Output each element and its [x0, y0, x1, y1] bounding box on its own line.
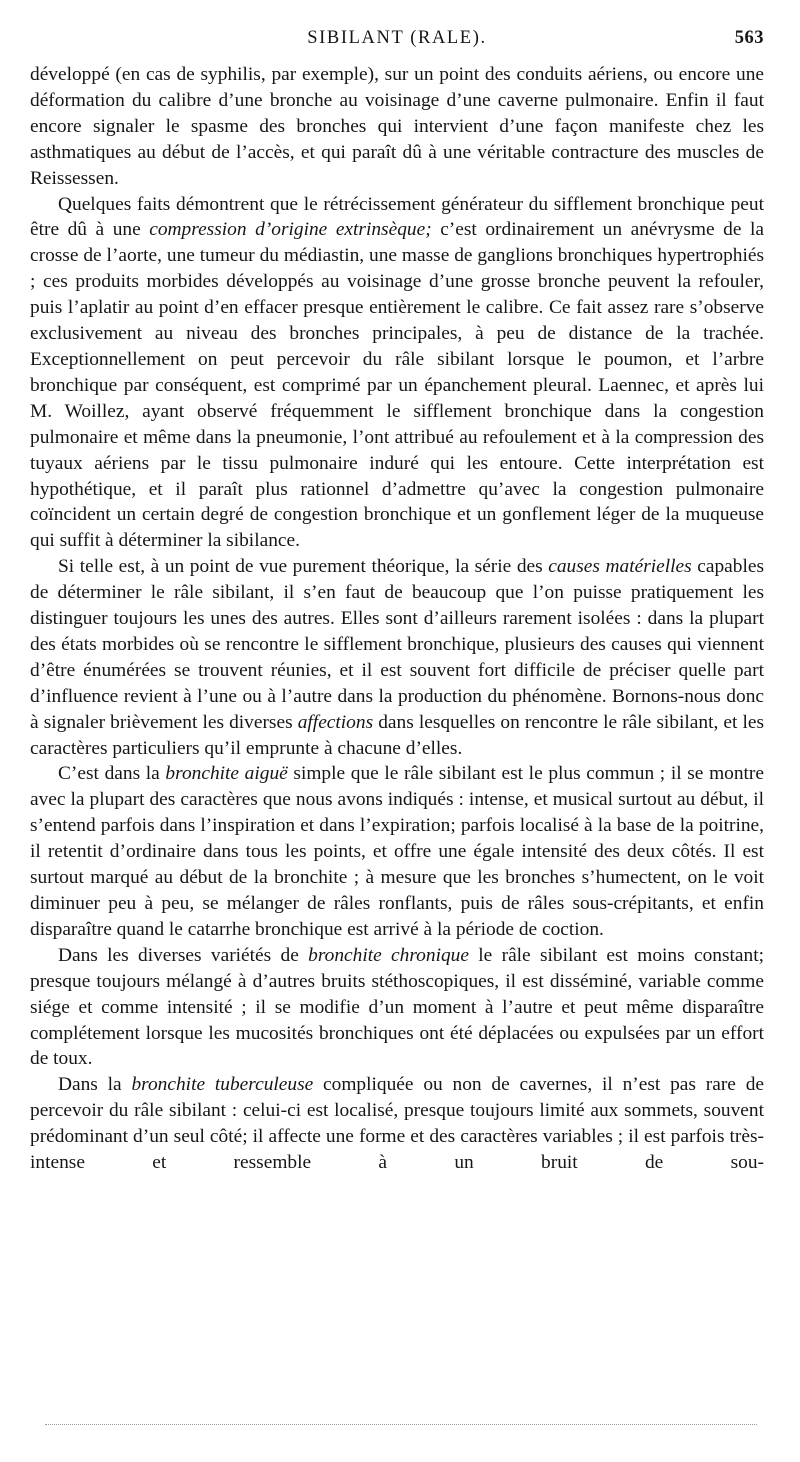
paragraph — [30, 554, 764, 761]
paragraph — [30, 761, 764, 942]
italic-run: bronchite aiguë — [165, 763, 288, 785]
text-run: Dans les diverses variétés de — [58, 944, 309, 966]
running-title: SIBILANT (RALE). — [307, 28, 487, 48]
text-run: c’est ordinairement un anévrysme de la crosse de l’aorte, une tumeur du médiastin, une masse de ganglions bronchiques hypertrophiés ; ces produits morbides développés au voisinage d’une grosse bronche peuvent la refouler, puis l’aplatir au point d’en effacer presque entièrement le calibre. Ce fait assez rare s’observe exclusivement au niveau des bronches principales, à peu de distance de la trachée. Exceptionnellement on peut percevoir du râle sibilant lorsque le poumon, et l’arbre bronchique par conséquent, est comprimé par un épanchement pleural. Laennec, et après lui M. Woillez, ayant observé fréquemment le sifflement bronchique dans la congestion pulmonaire et même dans la pneumonie, l’ont attribué au refoulement et à la compression des tuyaux aériens par le tissu pulmonaire induré qui les entoure. Cette interprétation est hypothétique, et il paraît plus rationnel d’admettre qu’avec la congestion pulmonaire coïncident un certain degré de congestion bronchique et un gonflement léger de la muqueuse qui suffit à déterminer la sibilance. — [30, 219, 764, 552]
italic-run: causes matérielles — [548, 556, 692, 578]
italic-run: bronchite chronique — [308, 944, 469, 966]
text-run: simple que le râle sibilant est le plus commun ; il se montre avec la plupart des caractères que nous avons indiqués : intense, et musical surtout au début, il s’entend parfois dans l’inspiration et dans l’expiration; parfois localisé à la base de la poitrine, il retentit d’ordinaire dans tous les points, et offre une égale intensité des deux côtés. Il est surtout marqué au début de la bronchite ; à mesure que les bronches s’humectent, on le voit diminuer peu à peu, se mélanger de râles ronflants, puis de râles sous-crépitants, et enfin disparaître quand le catarrhe bronchique est arrivé à la période de coction. — [30, 763, 764, 940]
page-number: 563 — [734, 28, 764, 48]
text-run: Si telle est, à un point de vue purement théorique, la série des — [58, 556, 549, 578]
text-run: C’est dans la — [58, 763, 166, 785]
running-header — [30, 22, 764, 52]
page — [30, 22, 764, 1176]
text-run: dans lesquelles on rencontre le râle sibilant, et les caractères particuliers qu’il emprunte à chacune d’elles. — [30, 711, 765, 759]
paragraph — [30, 62, 764, 192]
text-run: le râle sibilant est moins constant; presque toujours mélangé à d’autres bruits stéthoscopiques, il est disséminé, variable comme siége et comme intensité ; il se modifie d’un moment à l’autre et peut même disparaître complétement lorsque les mucosités bronchiques ont été déplacées ou expulsées par un effort de toux. — [30, 944, 764, 1070]
body-text — [30, 62, 764, 1176]
italic-run: bronchite tuberculeuse — [131, 1074, 314, 1096]
italic-run: affections — [297, 711, 374, 733]
text-run: développé (en cas de syphilis, par exemple), sur un point des conduits aériens, ou encore une déformation du calibre d’une bronche au voisinage d’une caverne pulmonaire. Enfin il faut encore signaler le spasme des bronches qui intervient d’une façon manifeste chez les asthmatiques au début de l’accès, et qui paraît dû à une véritable contracture des muscles de Reissessen. — [30, 64, 764, 189]
paragraph — [30, 1072, 764, 1176]
paragraph — [30, 192, 764, 555]
footer-dotted-rule — [45, 1424, 757, 1425]
paragraph — [30, 943, 764, 1073]
text-run: compliquée ou non de cavernes, il n’est pas rare de percevoir du râle sibilant : celui-ci est localisé, presque toujours limité aux sommets, souvent prédominant d’un seul côté; il affecte une forme et des caractères variables ; il est parfois très-intense et ressemble à un bruit de sou- — [30, 1074, 764, 1174]
text-run: Quelques faits démontrent que le rétrécissement générateur du sifflement bronchique peut être dû à une — [30, 193, 764, 241]
text-run: capables de déterminer le râle sibilant, il s’en faut de beaucoup que l’on puisse pratiquement les distinguer toujours les unes des autres. Elles sont d’ailleurs rarement isolées : dans la plupart des états morbides où se rencontre le sifflement bronchique, plusieurs des causes qui viennent d’être énumérées se trouvent réunies, et il est souvent fort difficile de préciser quelle part d’influence revient à l’une ou à l’autre dans la production du phénomène. Bornons-nous donc à signaler brièvement les diverses — [30, 556, 765, 733]
italic-run: compression d’origine extrinsèque; — [149, 219, 432, 241]
text-run: Dans la — [58, 1074, 132, 1096]
